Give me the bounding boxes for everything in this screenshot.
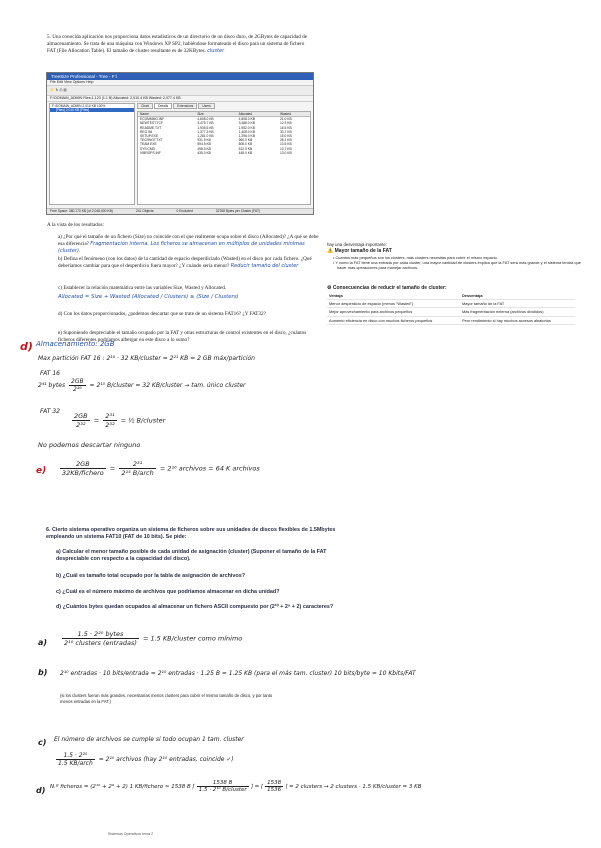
q5-item-c: c) Establecer la relación matemática entre las variables Size, Wasted y Allocated. Allocated = Size + Wasted (Allocated / Clusters) ≥ (Size / Clusters): [58, 285, 320, 301]
status-cluster: 32768 Bytes per Cluster (FAT): [215, 209, 261, 213]
treesize-screenshot: [46, 72, 314, 215]
q6-item-a: a) Calcular el menor tamaño posible de cada unidad de asignación (cluster) (Suponer el tamaño de la FAT despreciable con respecto a la capacidad del disco).: [56, 549, 327, 563]
file-value: 448.0 KB: [238, 150, 253, 155]
warning-icon: ⚠️: [327, 248, 334, 254]
file-name: SYS.CMD: [140, 146, 156, 151]
status-bar: [47, 208, 313, 214]
file-value: 960.0 KB: [238, 138, 253, 143]
q6-item-c: c) ¿Cuál es el número máximo de archivos que podríamos almacenar en dicha unidad?: [56, 589, 280, 595]
notes-heading: hay una desventaja importante:: [327, 242, 387, 247]
file-value: 3,488.0 KB: [238, 121, 255, 126]
page-footer: Sistemas Operativos tema 2: [108, 832, 154, 836]
toolbar: [47, 86, 313, 96]
q6-item-b: b) ¿Cuál es tamaño total ocupado por la tabla de asignación de archivos?: [56, 573, 246, 579]
file-value: 512.0 KB: [238, 146, 253, 151]
work5-fat32-calc: $\frac{2GB}{\text{2³²}}$ = $\frac{\text{2³¹}}{\text{2³²}}$ = ½ B/cluster: [74, 412, 166, 429]
gear-icon: ⚙: [327, 284, 332, 291]
file-name: SETUP.EXE: [140, 134, 159, 139]
file-value: 4,608.0 KB: [238, 117, 255, 122]
work5-fat16: FAT 16: [40, 370, 60, 377]
work6-a-calc: $\frac{\text{1.5 · 2²⁰ bytes}}{\text{2¹⁰ clusters (entradas)}}$ = 1.5 KB/cluster como mínimo: [64, 630, 243, 647]
work5-line2: 2⁴¹ bytes $\frac{2GB}{\text{2¹⁶}}$ = 2¹⁵ B/cluster = 32 KB/cluster → tam. único cluster: [38, 378, 246, 393]
work5-e-label: e): [36, 466, 47, 476]
file-name: TEAM.EXE: [140, 142, 157, 147]
q5-statement: 5. Una conocida aplicación nos proporciona datos estadísticos de un directorio de un disco duro, de 2GBytes de capacidad de almacenamiento. Se trata de una máquina con Windows XP SP2, habiéndose formateado el disco para un sistema de fichero FAT (File Allocation Table). El tamaño de cluster resultante es de 32KBytes. cluster: [47, 34, 308, 54]
file-value: 16.5 KB: [279, 125, 292, 130]
q5-answer-a: Fragmentación interna. Los ficheros se almacenan en múltiplos de unidades mínimas (cluster).: [58, 241, 305, 254]
menu-bar[interactable]: File Edit View Options Help: [47, 80, 313, 86]
file-value: 13.0 KB: [279, 150, 292, 155]
work5-e-calc: $\frac{2GB}{\text{32KB/fichero}}$ = $\frac{\text{2³¹}}{\text{2¹⁵ B/arch}}$ = 2¹⁶ archivos = 64 K archivos: [62, 460, 260, 477]
q5-handwritten-note: cluster: [207, 48, 225, 54]
file-name: ECOMMMG.INF: [140, 117, 165, 122]
status-free: Free Space: 380,170 KB (of 2,048,000 KB): [50, 209, 113, 213]
notes-bullet: • Y como la FAT tiene una entrada por cada cluster, una mayor cantidad de clusters implica que la FAT será más grande y el sistema tendrá que hacer más operaciones para manejar archivos.: [333, 260, 581, 271]
table-row: Mejor aprovechamiento para archivos pequeños Más fragmentación externa (archivos divididos): [327, 308, 575, 316]
q6-item-d: d) ¿Cuántos bytes quedan ocupados al almacenar un fichero ASCII compuesto por (2¹⁰ + 2⁹ + 2) caracteres?: [56, 604, 334, 610]
table-row: Aumento eficiencia en disco con muchos ficheros pequeños Peor rendimiento si hay muchos accesos aleatorios: [327, 316, 575, 324]
file-value: 28.1 KB: [279, 138, 292, 143]
file-value: 12.3 KB: [279, 121, 292, 126]
q5-answer-b: Reducir tamaño del cluster: [230, 263, 299, 269]
file-value: 13.7 KB: [279, 146, 292, 151]
file-name: NEWTEST.TCF: [140, 121, 164, 126]
q5-item-d: d) Con los datos proporcionados, ¿podemos descartar que se trate de un sistema FAT16? ¿Y FAT32?: [58, 311, 266, 317]
file-value: 21.0 KB: [279, 117, 292, 122]
work6-b-note: (si los clusters fueran más grandes, necesitarías menos clusters para cubrir el mismo tamaño de disco, y por tanto menos entradas en la FAT.): [60, 693, 273, 704]
file-list: [137, 111, 311, 205]
consequences-table: [327, 292, 575, 325]
tree-child[interactable]: [Files] 2,010 KB [Files]: [50, 108, 134, 112]
file-value: 1,296.0 KB: [238, 134, 255, 139]
work6-c-line1: El número de archivos se cumple si todo ocupan 1 tam. cluster: [54, 736, 244, 743]
file-value: 4,608.0 KB: [197, 117, 214, 122]
file-value: 1,281.0 KB: [197, 134, 214, 139]
work6-c-calc: $\frac{\text{1.5 · 2²⁰}}{\text{1.5 KB/arch}}$ = 2¹⁰ archivos (hay 2¹⁰ entradas, coincide ✓): [58, 752, 234, 767]
notes-bullet: • Cuantos más pequeños son los clusters, más clusters necesitas para cubrir el mismo espacio.: [333, 255, 498, 260]
file-value: 3,475.7 KB: [197, 121, 214, 126]
consequences-title: ⚙ Consecuencias de reducir el tamaño de cluster:: [327, 284, 447, 291]
file-value: 1,935.5 KB: [197, 125, 214, 130]
window-title: TreeSize Professional - Tree - F:\: [47, 73, 313, 80]
print-icon[interactable]: ⎙: [59, 88, 63, 92]
work6-c-label: c): [38, 738, 47, 747]
q5-item-b: b) Defina el fenómeno (con los datos) de la cantidad de espacio desperdiciado (Wasted) en el disco por cada fichero. ¿Qué deberíamos cambiar para que el desperdicio fuera mayor? ¿Y cuándo sería menor? Reducir tamaño del cluster: [58, 256, 312, 269]
file-name: REG.INI: [140, 129, 153, 134]
th-advantage: Ventaja: [329, 292, 343, 298]
tree-root[interactable]: F:\DOMAIN_ADMIN 2,010 KB 100%: [52, 104, 106, 108]
file-value: 498.3 KB: [197, 146, 211, 151]
tab-chart[interactable]: Chart: [137, 103, 153, 109]
file-value: 608.0 KB: [238, 142, 253, 147]
address-bar: F:\DOMAIN_ADMIN Files:1,123 (1.1 B) Allocated: 2,010.4 KB Wasted: 2,977.4 KB: [47, 96, 313, 102]
file-name: TECHNOT.TXT: [140, 138, 163, 143]
file-value: 1,408.0 KB: [238, 129, 255, 134]
folder-icon[interactable]: 📁: [50, 88, 55, 92]
refresh-icon[interactable]: ↻: [55, 88, 59, 92]
q5-item-e: e) Suponiendo despreciable el tamaño ocupado por la FAT y otras estructuras de control existentes en el disco, ¿cuántos ficheros diferentes podríamos albergar en este disco a lo sumo?: [58, 330, 307, 343]
view-tabs: [137, 103, 216, 109]
tab-extensions[interactable]: Extensions: [173, 103, 197, 109]
file-value: 1,377.3 KB: [197, 129, 214, 134]
file-value: 594.5 KB: [197, 142, 211, 147]
file-name: README.TXT: [140, 125, 162, 130]
work6-b-label: b): [38, 668, 48, 677]
col-wasted[interactable]: Wasted: [278, 112, 310, 117]
tab-users[interactable]: Users: [198, 103, 215, 109]
file-name: VIBROPS.INF: [140, 150, 161, 155]
work5-d-label: d): [20, 340, 33, 353]
col-size[interactable]: Size: [195, 112, 236, 117]
work5-no-discard: No podemos descartar ninguno: [38, 441, 141, 449]
th-disadvantage: Desventaja: [461, 292, 483, 298]
file-value: 30.7 KB: [279, 129, 292, 134]
tab-details[interactable]: Details: [154, 103, 172, 109]
file-value: 435.0 KB: [197, 150, 211, 155]
chart-icon[interactable]: ▥: [63, 88, 67, 92]
work5-d-title: Almacenamiento: 2GB: [36, 340, 115, 348]
status-objects: 241 Objects: [135, 209, 154, 213]
work6-a-label: a): [38, 638, 48, 647]
table-row: Menor desperdicio de espacio (menos "Wasted") Mayor tamaño de la FAT: [327, 299, 575, 307]
q6-statement: 6. Cierto sistema operativo organiza un sistema de ficheros sobre sus unidades de discos flexibles de 1.5Mbytes empleando un sistema FAT10 (FAT de 10 bits). Se pide:: [46, 527, 336, 541]
work5-fat32: FAT 32: [40, 408, 60, 415]
work6-d-calc: N.º ficheros = (2¹⁰ + 2⁹ + 2) 1 KB/fichero ≈ 1538 B ⌈ $\frac{1538 B}{\text{1.5 · 2¹⁰ B/cluster}}$ ⌉ = ⌈ $\frac{1538}{1536}$ ⌉ = 2 clusters → 2 clusters · 1.5 KB/cluster = 3 KB: [50, 780, 422, 793]
status-excluded: 0 Excluded: [176, 209, 193, 213]
q5-answer-c: Allocated = Size + Wasted (Allocated / Clusters) ≥ (Size / Clusters): [58, 294, 239, 300]
file-value: 931.9 KB: [197, 138, 211, 143]
notes-panel: [327, 242, 589, 325]
q5-intro: A la vista de los resultados:: [47, 222, 104, 228]
notes-subhead: ⚠️ Mayor tamaño de la FAT: [327, 248, 392, 254]
work5-line1: Max partición FAT 16 : 2¹⁶ · 32 KB/cluster = 2²¹ KB = 2 GB máx/partición: [38, 355, 255, 362]
file-value: 15.0 KB: [279, 134, 292, 139]
file-value: 1,952.0 KB: [238, 125, 255, 130]
file-value: 13.5 KB: [279, 142, 292, 147]
q5-item-a: a) ¿Por qué el tamaño de un fichero (Size) no coincide con el que realmente ocupa sobre el disco (Allocated)? ¿A qué se debe esa diferencia? Fragmentación interna. Los ficheros se almacenan en múltiplos de unidades mínimas (cluster).: [58, 234, 319, 254]
work6-b-calc: 2¹⁰ entradas · 10 bits/entrada = 2¹⁰ entradas · 1.25 B = 1.25 KB (para el más tam. cluster) 10 bits/byte = 10 Kbits/FAT: [60, 670, 416, 677]
col-name[interactable]: Name: [138, 112, 195, 117]
work6-d-label: d): [36, 786, 46, 795]
col-allocated[interactable]: Allocated: [237, 112, 278, 117]
folder-tree[interactable]: [49, 103, 135, 205]
table-row[interactable]: [138, 151, 310, 155]
